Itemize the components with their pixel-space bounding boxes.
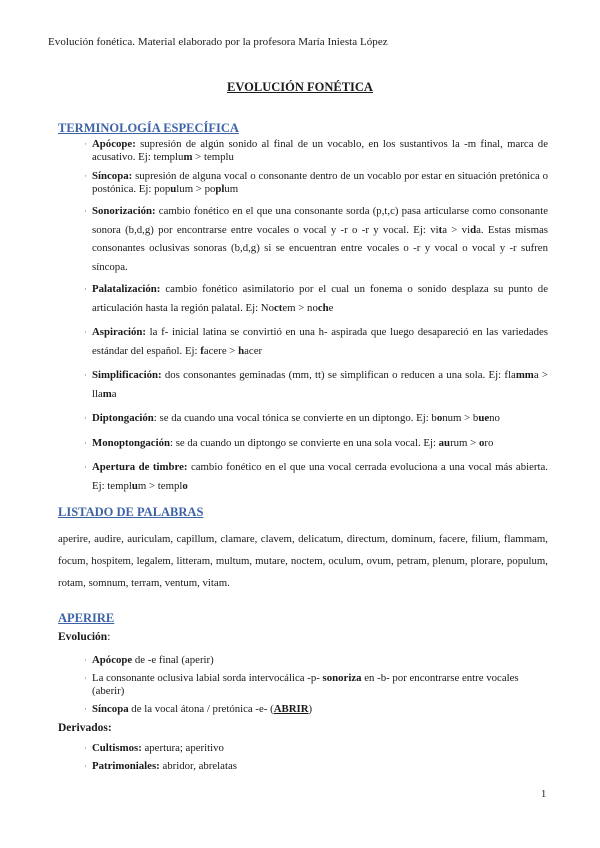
term-item-apocope [58, 138, 548, 164]
term-name: Simplificación: [92, 369, 162, 381]
term-name: Apertura de timbre: [92, 461, 188, 473]
term-item-palatalizacion [58, 280, 548, 317]
section-title-aperire: APERIRE [58, 611, 115, 625]
term-highlight: au [438, 436, 451, 449]
term-highlight: u [131, 479, 138, 492]
term-item-monoptongacion [58, 434, 548, 453]
term-definition: : se da cuando una vocal tónica se convierte en un diptongo. Ej: b [153, 412, 437, 424]
term-item-sonorizacion [58, 202, 548, 276]
evolucion-text: La consonante oclusiva labial sorda intervocálica -p- [92, 672, 323, 684]
term-highlight: ch [317, 301, 329, 314]
term-name: Diptongación [92, 412, 154, 424]
derivados-text: apertura; aperitivo [141, 742, 224, 754]
bullet-icon: · [84, 437, 87, 448]
page-header: Evolución fonética. Material elaborado por la profesora María Iniesta López [48, 36, 388, 48]
term-item-sincopa [58, 170, 548, 196]
derivados-term: Patrimoniales: [92, 760, 160, 772]
term-name: Palatalización: [92, 283, 161, 295]
term-highlight: h [238, 344, 245, 357]
term-definition: cambio fonético en el que una vocal cerrada evoluciona a una vocal más abierta. Ej: templ [92, 461, 548, 492]
term-example: no [489, 412, 500, 424]
bullet-icon: · [84, 327, 87, 337]
evolucion-label-text: Evolución [58, 631, 108, 643]
term-example: em > no [282, 301, 318, 314]
evolucion-item [58, 703, 548, 716]
evolucion-colon: : [107, 631, 111, 643]
derivados-term: Cultismos: [92, 742, 142, 754]
term-example: a > vi [442, 223, 471, 236]
page-number: 1 [541, 789, 547, 800]
term-definition: la f- inicial latina se convirtió en una h- aspirada que luego desapareció en las variedades estándar del español. Ej: [92, 326, 548, 357]
bullet-icon: · [84, 206, 87, 216]
terms-list [58, 138, 548, 501]
term-highlight: o [436, 412, 443, 424]
evolucion-term: sonoriza [322, 672, 362, 684]
page-title: EVOLUCIÓN FONÉTICA [227, 80, 373, 94]
evolucion-term: Apócope [92, 654, 133, 666]
bullet-icon: · [84, 704, 87, 714]
evolucion-text: en -b- por encontrarse entre vocales (aberir) [92, 672, 519, 697]
term-example: m > templ [137, 479, 183, 492]
term-highlight: ue [478, 412, 490, 424]
bullet-icon: · [84, 139, 87, 149]
evolucion-item [58, 672, 548, 698]
term-definition: : se da cuando un diptongo se convierte en una sola vocal. Ej: [170, 436, 439, 449]
term-definition: cambio fonético asimilatorio por el cual un fonema o sonido desplaza su punto de articulación hasta la región palatal. Ej: No [92, 283, 548, 314]
term-definition: supresión de alguna vocal o consonante dentro de un vocablo por estar en situación pretónica o postónica. Ej: pop [92, 170, 548, 195]
term-name: Monoptongación [92, 436, 170, 449]
term-highlight: d [470, 223, 477, 236]
evolucion-term: Síncopa [92, 703, 129, 715]
term-example: a. Estas mismas consonantes oclusivas sonoras (b,d,g) si se encuentran entre vocales o -r y vocal o vocal y -r sufren síncopa. [92, 223, 548, 273]
bullet-icon: · [84, 673, 87, 683]
term-highlight: m [183, 151, 193, 163]
term-example: acer [244, 344, 263, 357]
evolucion-result: ABRIR [273, 703, 309, 715]
term-highlight: t [438, 223, 443, 236]
term-definition: dos consonantes geminadas (mm, tt) se simplifican o reducen a una sola. Ej: fla [161, 369, 516, 381]
derivados-list [58, 742, 548, 778]
term-example: a > lla [92, 369, 548, 400]
bullet-icon: · [84, 462, 87, 472]
term-highlight: mm [515, 369, 534, 381]
evolucion-text: de la vocal átona / pretónica -e- ( [128, 703, 274, 715]
term-example: a [111, 387, 117, 400]
word-list: aperire, audire, auriculam, capillum, clamare, clavem, delicatum, directum, dominum, facere, filium, flammam, focum, hospitem, legalem, litteram, multum, mutare, noctem, oculum, ovum, petram, plenum, plorare, populum, rotam, somnum, terram, ventum, vitam. [58, 533, 548, 589]
bullet-icon: · [84, 171, 87, 181]
evolucion-item [58, 654, 548, 667]
bullet-icon: · [84, 761, 87, 771]
term-highlight: o [182, 479, 188, 492]
term-example: acere > [203, 344, 239, 357]
derivados-item [58, 742, 548, 755]
derivados-text: abridor, abrelatas [159, 760, 237, 772]
term-highlight: o [478, 436, 485, 449]
term-highlight: ct [273, 301, 283, 314]
derivados-label-text: Derivados: [58, 722, 112, 734]
term-definition: supresión de algún sonido al final de un vocablo, en los sustantivos la -m final, marca de acusativo. Ej: templu [92, 138, 548, 163]
bullet-icon: · [84, 284, 87, 294]
term-name: Sonorización: [92, 205, 156, 217]
bullet-icon: · [84, 655, 87, 665]
term-item-simplificacion [58, 366, 548, 403]
derivados-label [58, 722, 112, 734]
term-example: rum > [450, 436, 479, 449]
bullet-icon: · [84, 413, 87, 423]
term-definition: cambio fonético en el que una consonante sorda (p,t,c) pasa articularse como consonante sonora (b,d,g) por encontrarse entre vocales o vocal y -r o -r y vocal. Ej: vi [92, 205, 548, 236]
section-title-terminologia: TERMINOLOGÍA ESPECÍFICA [58, 121, 239, 135]
term-example: e [328, 301, 334, 314]
term-item-apertura-de-timbre [58, 458, 548, 495]
section-title-listado: LISTADO DE PALABRAS [58, 505, 204, 519]
evolucion-list [58, 654, 548, 721]
term-example: > templu [192, 151, 234, 163]
term-name: Aspiración: [92, 326, 146, 338]
evolucion-text: de -e final (aperir) [132, 654, 214, 666]
term-item-aspiracion [58, 323, 548, 360]
evolucion-text: ) [308, 703, 313, 715]
term-highlight: pl [215, 183, 225, 195]
term-example: lum > po [176, 183, 216, 195]
term-name: Síncopa: [92, 170, 133, 182]
term-example: ro [484, 436, 494, 449]
evolucion-label [58, 631, 110, 643]
bullet-icon: · [84, 370, 87, 380]
term-example: um [224, 183, 239, 195]
bullet-icon: · [84, 743, 87, 753]
term-name: Apócope: [92, 138, 136, 150]
term-example: num > b [442, 412, 479, 424]
term-highlight: f [200, 344, 204, 357]
term-highlight: u [170, 183, 177, 195]
derivados-item [58, 760, 548, 773]
term-item-diptongacion [58, 409, 548, 428]
term-highlight: m [102, 387, 112, 400]
